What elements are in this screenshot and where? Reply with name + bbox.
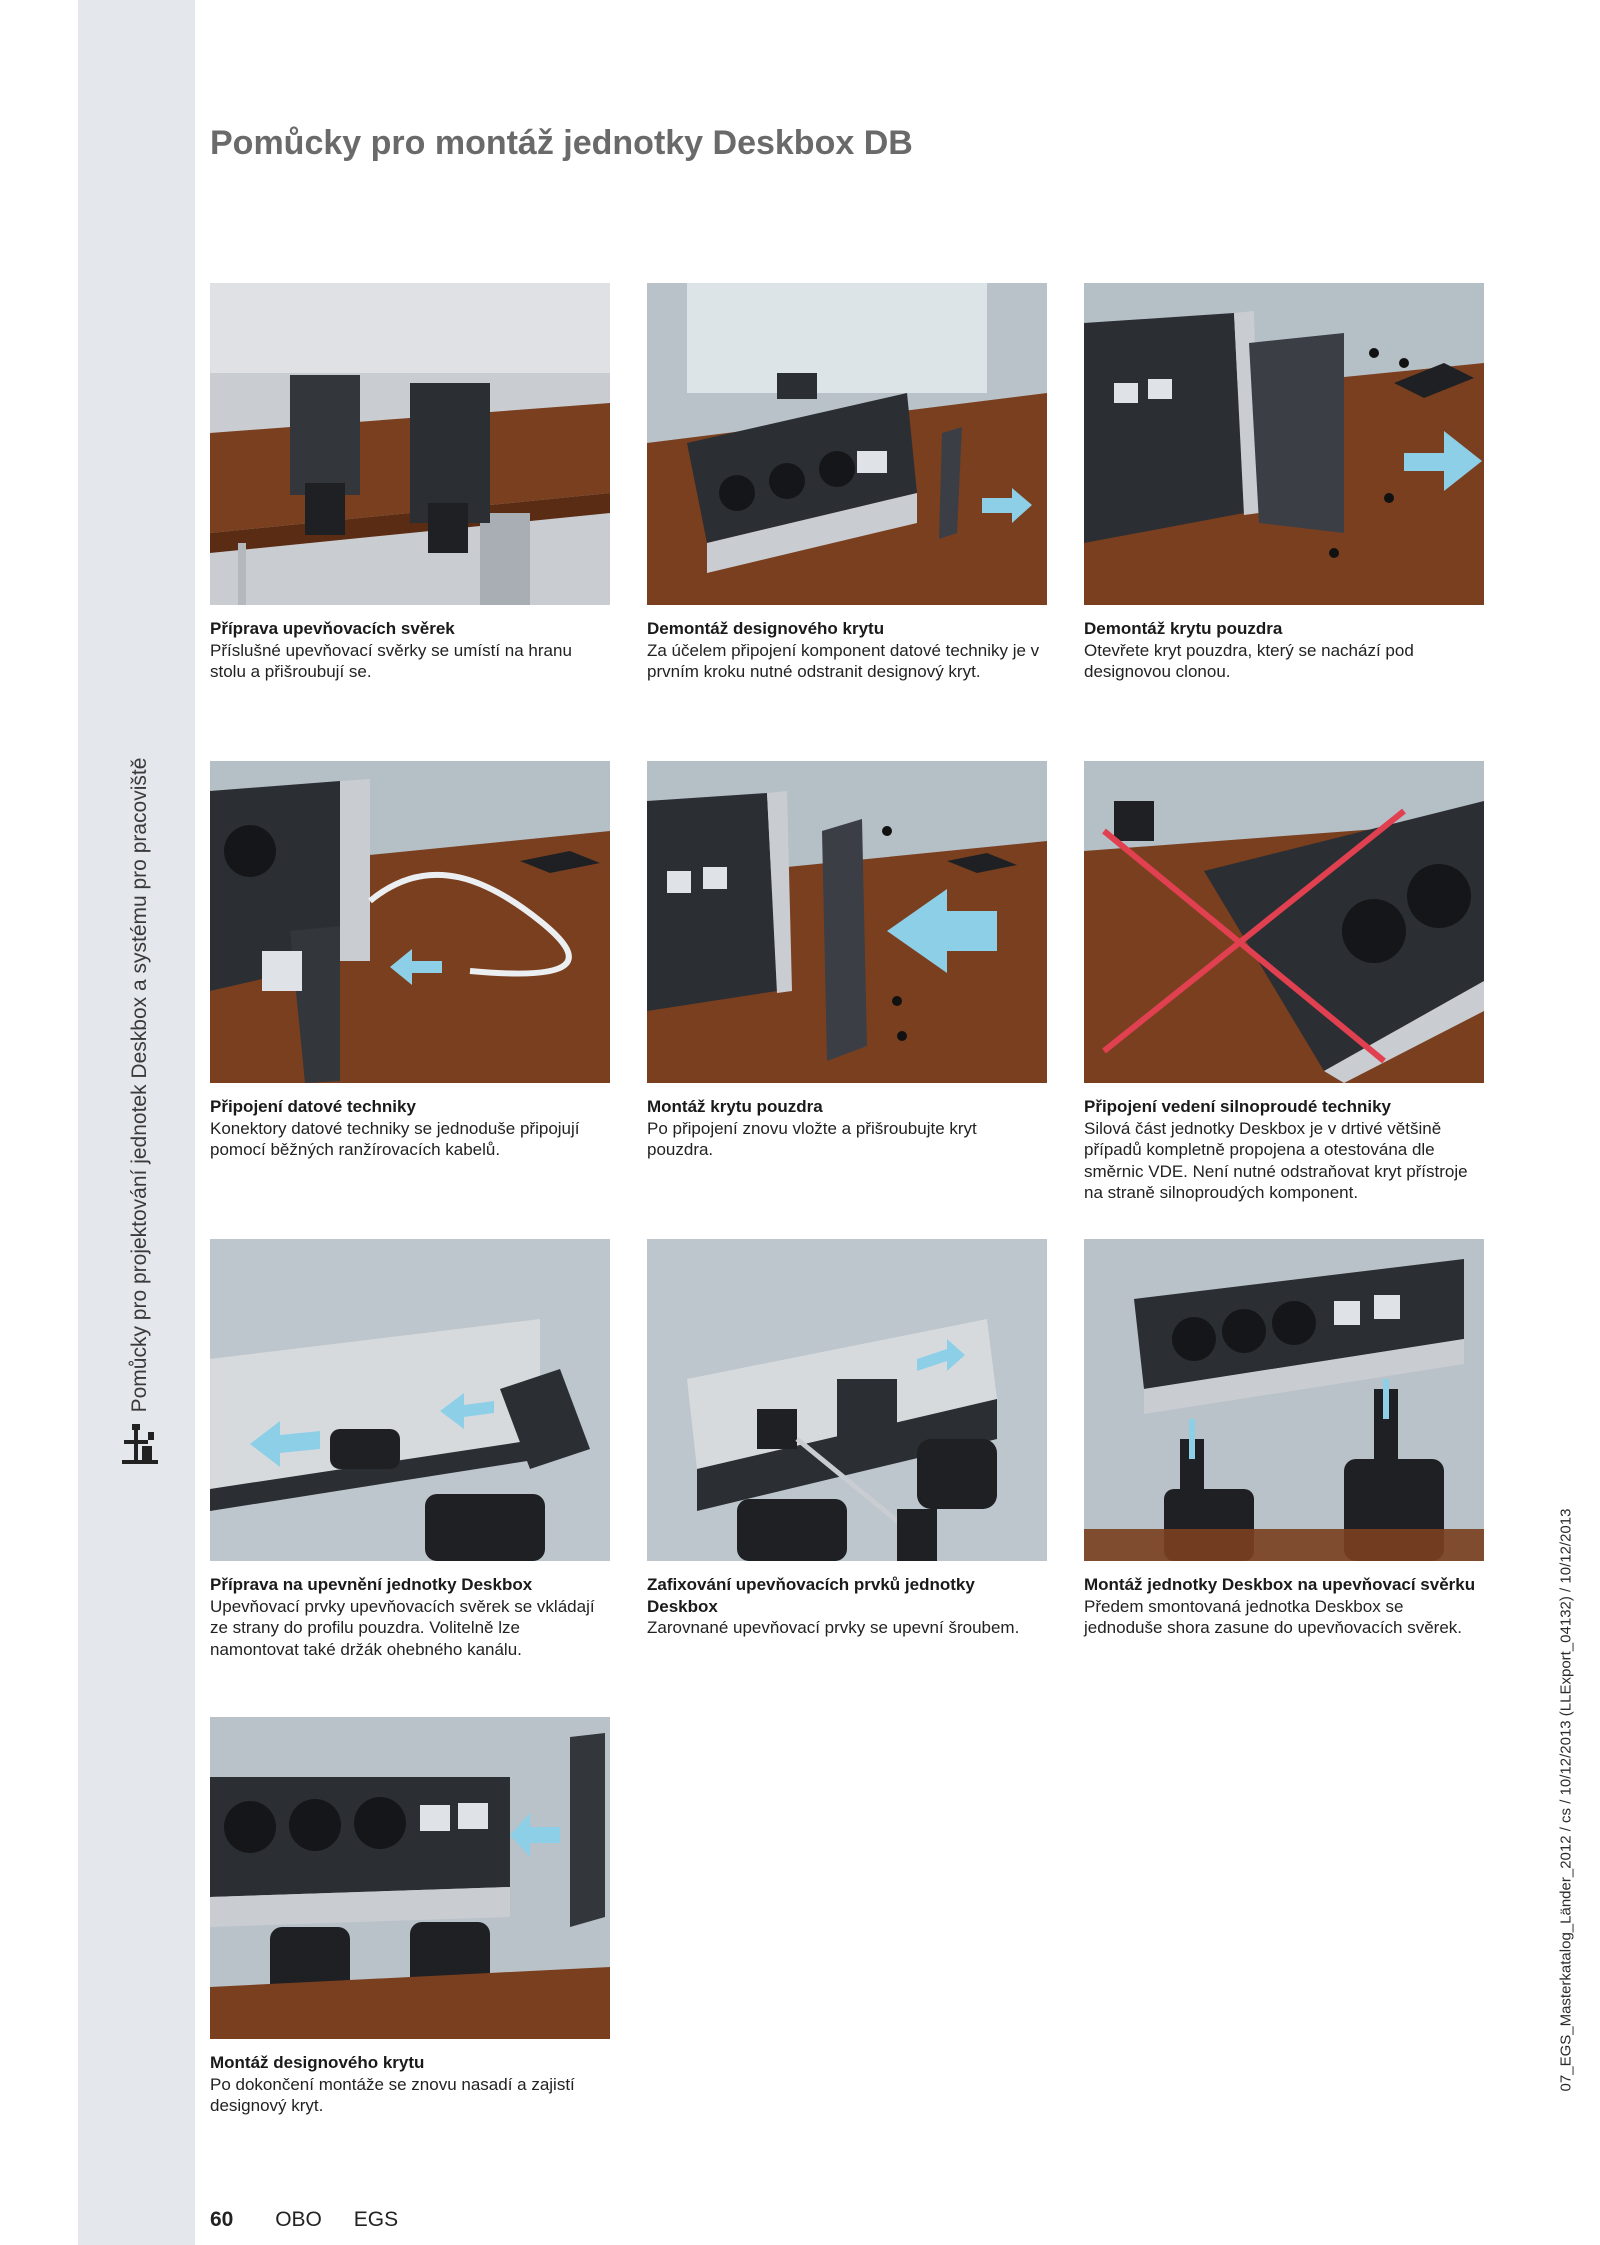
- step-caption: [647, 1096, 1047, 1161]
- step-text: Po dokončení montáže se znovu nasadí a zajistí designový kryt.: [210, 2074, 575, 2115]
- step-text: Otevřete kryt pouzdra, který se nachází pod designovou clonou.: [1084, 640, 1414, 681]
- step-photo: [210, 1717, 610, 2039]
- steps-grid: [210, 283, 1484, 2195]
- step-caption: [210, 2052, 610, 2117]
- step-text: Silová část jednotky Deskbox je v drtivé většině případů kompletně propojena a otestována dle směrnic VDE. Není nutné odstraňovat kryt přístroje na straně silnoproudých komponent.: [1084, 1118, 1468, 1202]
- step-title: Příprava na upevnění jednotky Deskbox: [210, 1575, 533, 1594]
- step-title: Montáž krytu pouzdra: [647, 1097, 823, 1116]
- step-photo: [210, 283, 610, 605]
- step-caption: [1084, 618, 1484, 683]
- step-text: Za účelem připojení komponent datové techniky je v prvním kroku nutné odstranit designový kryt.: [647, 640, 1040, 681]
- step-title: Demontáž designového krytu: [647, 619, 885, 638]
- print-imprint: 07_EGS_Masterkatalog_Länder_2012 / cs / 10/12/2013 (LLExport_04132) / 10/12/2013: [1557, 1508, 1575, 2092]
- page-title: Pomůcky pro montáž jednotky Deskbox DB: [210, 124, 913, 162]
- step-caption: [647, 618, 1047, 683]
- page-footer: [210, 2208, 398, 2232]
- step-caption: [210, 618, 610, 683]
- step-title: Montáž designového krytu: [210, 2053, 425, 2072]
- step-card: [210, 1239, 610, 1717]
- step-caption: [1084, 1096, 1484, 1204]
- step-title: Připojení vedení silnoproudé techniky: [1084, 1097, 1392, 1116]
- step-title: Montáž jednotky Deskbox na upevňovací svěrku: [1084, 1575, 1476, 1594]
- step-card: [1084, 283, 1484, 761]
- step-card: [210, 283, 610, 761]
- step-card: [647, 1239, 1047, 1717]
- step-photo: [210, 761, 610, 1083]
- step-caption: [1084, 1574, 1484, 1639]
- product-line: EGS: [353, 2208, 399, 2231]
- step-text: Příslušné upevňovací svěrky se umístí na hranu stolu a přišroubují se.: [210, 640, 572, 681]
- step-card: [647, 761, 1047, 1239]
- step-card: [210, 761, 610, 1239]
- brand-name: OBO: [275, 2208, 322, 2231]
- step-text: Po připojení znovu vložte a přišroubujte kryt pouzdra.: [647, 1118, 977, 1159]
- step-photo: [210, 1239, 610, 1561]
- step-photo: [647, 1239, 1047, 1561]
- workstation-icon: [118, 1422, 162, 1468]
- step-photo: [1084, 283, 1484, 605]
- page-number: 60: [210, 2208, 234, 2231]
- side-section-label: Pomůcky pro projektování jednotek Deskbox a systému pro pracoviště: [128, 757, 151, 1413]
- step-photo: [1084, 761, 1484, 1083]
- step-title: Připojení datové techniky: [210, 1097, 416, 1116]
- step-text: Zarovnané upevňovací prvky se upevní šroubem.: [647, 1618, 1020, 1637]
- step-card: [647, 283, 1047, 761]
- step-text: Konektory datové techniky se jednoduše připojují pomocí běžných ranžírovacích kabelů.: [210, 1118, 580, 1159]
- step-photo: [1084, 1239, 1484, 1561]
- step-photo: [647, 761, 1047, 1083]
- step-card: [1084, 1239, 1484, 1717]
- step-card: [1084, 761, 1484, 1239]
- step-card: [210, 1717, 610, 2195]
- step-photo: [647, 283, 1047, 605]
- step-caption: [647, 1574, 1047, 1639]
- step-caption: [210, 1096, 610, 1161]
- step-title: Příprava upevňovacích svěrek: [210, 619, 455, 638]
- step-caption: [210, 1574, 610, 1660]
- step-text: Předem smontovaná jednotka Deskbox se jednoduše shora zasune do upevňovacích svěrek.: [1084, 1596, 1463, 1637]
- step-title: Zafixování upevňovacích prvků jednotky Deskbox: [647, 1575, 975, 1616]
- step-title: Demontáž krytu pouzdra: [1084, 619, 1283, 638]
- step-text: Upevňovací prvky upevňovacích svěrek se vkládají ze strany do profilu pouzdra. Volitelně lze namontovat také držák ohebného kanálu.: [210, 1596, 595, 1659]
